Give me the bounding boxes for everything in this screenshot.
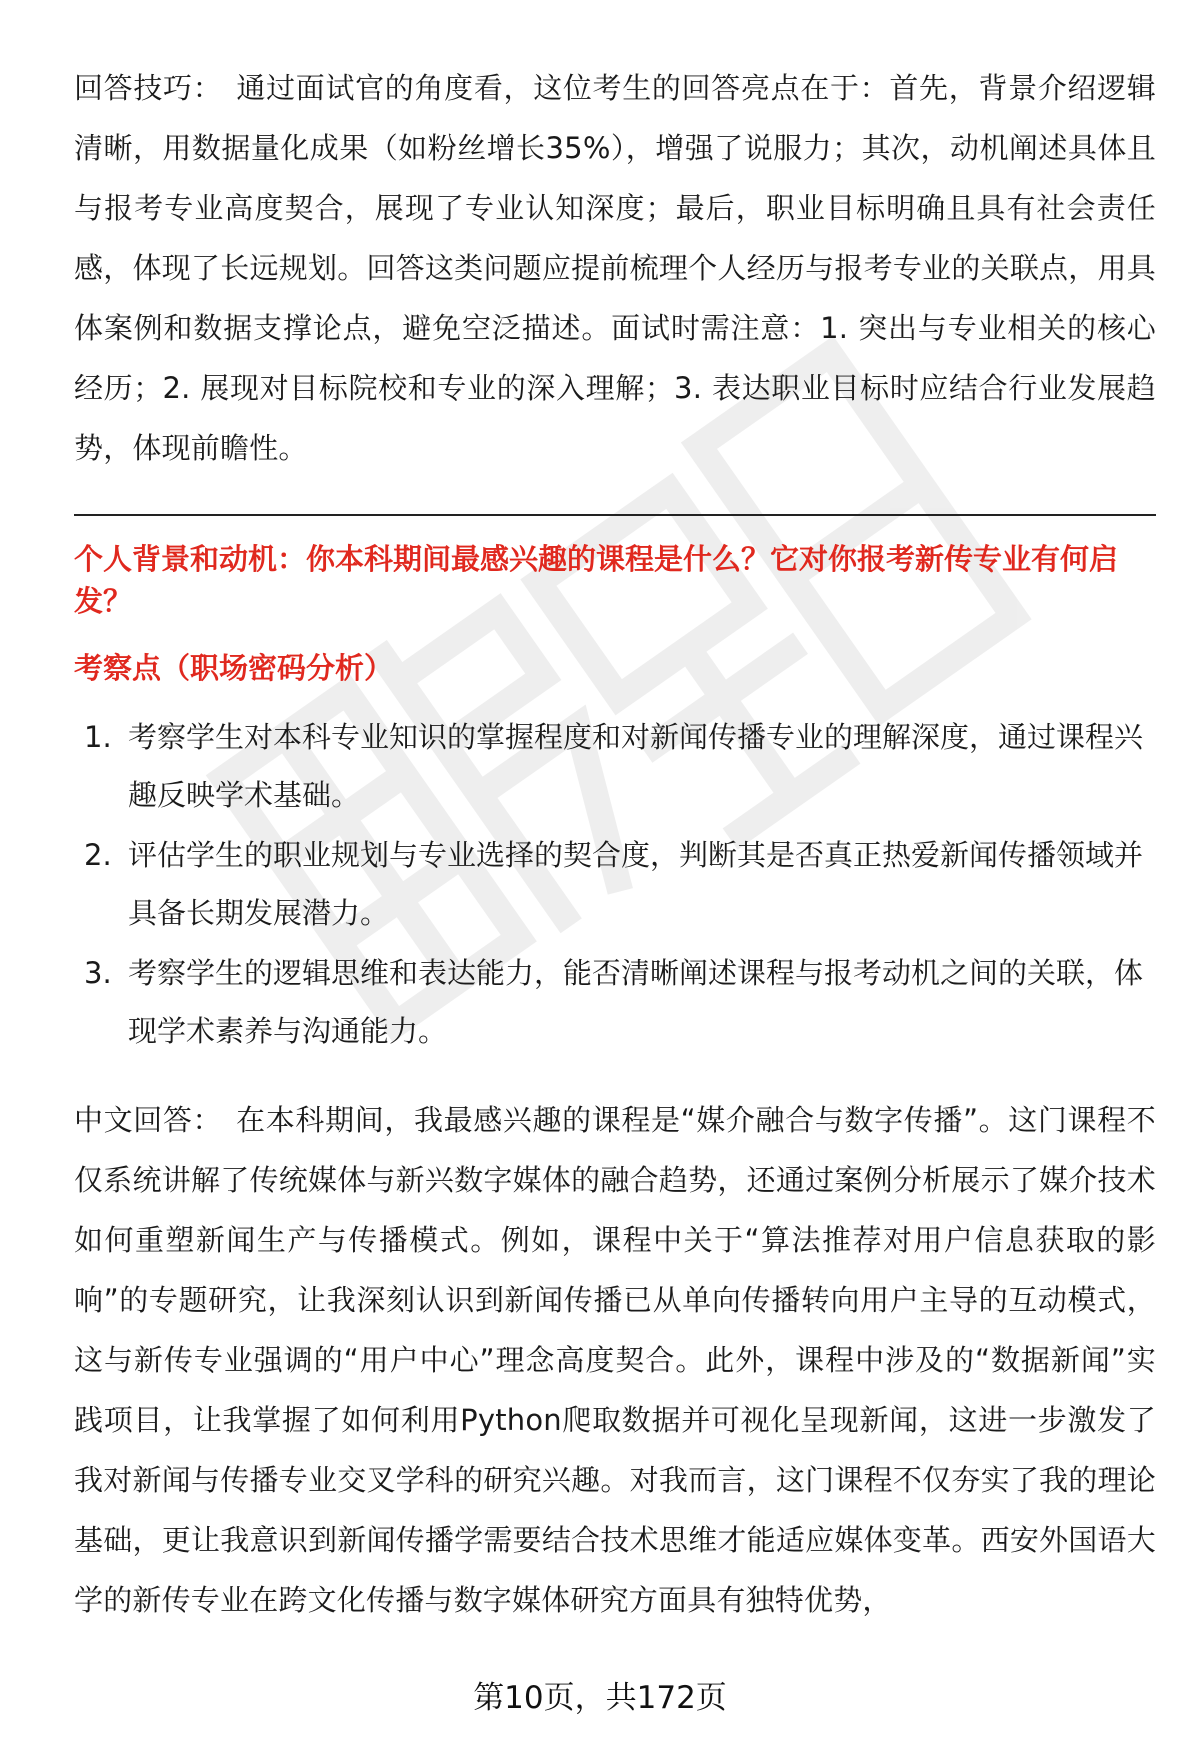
assessment-heading: 考察点（职场密码分析） (74, 651, 394, 685)
list-item-text: 考察学生对本科专业知识的掌握程度和对新闻传播专业的理解深度，通过课程兴趣反映学术基础。 (128, 720, 1144, 812)
list-item-text: 考察学生的逻辑思维和表达能力，能否清晰阐述课程与报考动机之间的关联，体现学术素养与沟通能力。 (128, 956, 1144, 1048)
tips-label: 回答技巧： (74, 71, 223, 105)
list-item (74, 826, 1156, 942)
list-item-number: 2. (84, 838, 112, 872)
assessment-list (74, 708, 1156, 1060)
page-number-footer: 第10页，共172页 (473, 1680, 727, 1716)
tips-text: 通过面试官的角度看，这位考生的回答亮点在于：首先，背景介绍逻辑清晰，用数据量化成果（如粉丝增长35%），增强了说服力；其次，动机阐述具体且与报考专业高度契合，展现了专业认知深度；最后，职业目标明确且具有社会责任感，体现了长远规划。回答这类问题应提前梳理个人经历与报考专业的关联点，用具体案例和数据支撑论点，避免空泛描述。面试时需注意：1. 突出与专业相关的核心经历；2. 展现对目标院校和专业的深入理解；3. 表达职业目标时应结合行业发展趋势，体现前瞻性。 (74, 71, 1156, 465)
list-item-text: 评估学生的职业规划与专业选择的契合度，判断其是否真正热爱新闻传播领域并具备长期发展潜力。 (128, 838, 1144, 930)
list-item (74, 944, 1156, 1060)
answer-text: 在本科期间，我最感兴趣的课程是“媒介融合与数字传播”。这门课程不仅系统讲解了传统媒体与新兴数字媒体的融合趋势，还通过案例分析展示了媒介技术如何重塑新闻生产与传播模式。例如，课程中关于“算法推荐对用户信息获取的影响”的专题研究，让我深刻认识到新闻传播已从单向传播转向用户主导的互动模式，这与新传专业强调的“用户中心”理念高度契合。此外，课程中涉及的“数据新闻”实践项目，让我掌握了如何利用Python爬取数据并可视化呈现新闻，这进一步激发了我对新闻与传播专业交叉学科的研究兴趣。对我而言，这门课程不仅夯实了我的理论基础，更让我意识到新闻传播学需要结合技术思维才能适应媒体变革。西安外国语大学的新传专业在跨文化传播与数字媒体研究方面具有独特优势， (74, 1103, 1156, 1617)
answer-label: 中文回答： (74, 1103, 223, 1137)
list-item-number: 1. (84, 720, 112, 754)
chinese-answer-paragraph (74, 1090, 1156, 1630)
section-divider (74, 514, 1156, 516)
question-heading: 个人背景和动机：你本科期间最感兴趣的课程是什么？它对你报考新传专业有何启发？ (74, 542, 1119, 618)
list-item (74, 708, 1156, 824)
document-page (74, 58, 1156, 1630)
list-item-number: 3. (84, 956, 112, 990)
answer-tips-paragraph (74, 58, 1156, 478)
